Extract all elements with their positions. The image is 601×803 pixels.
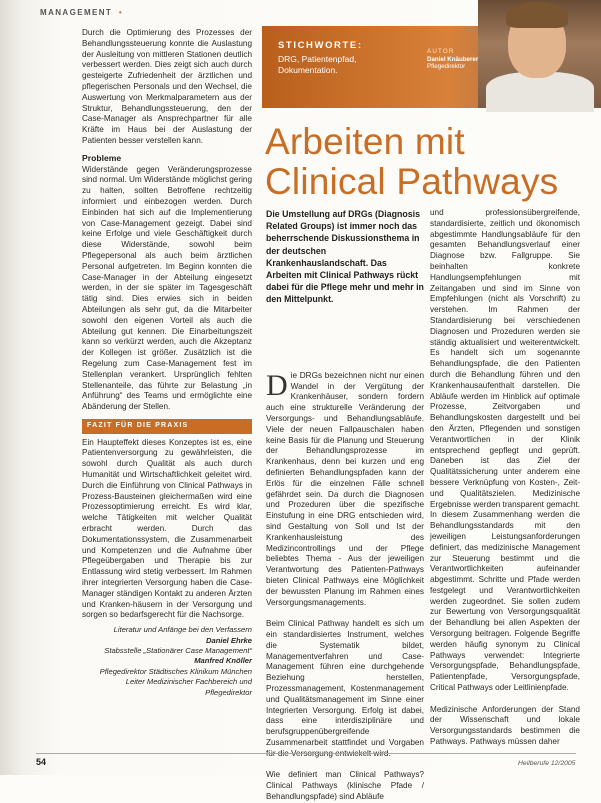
author-box bbox=[427, 48, 487, 71]
page-number: 54 bbox=[36, 757, 47, 767]
section-dot: • bbox=[118, 8, 124, 17]
left-column bbox=[82, 28, 252, 698]
author2-name: Manfred Knöller bbox=[194, 656, 252, 666]
keywords-label: STICHWORTE: bbox=[278, 40, 363, 51]
title-line-2: Clinical Pathways bbox=[265, 161, 559, 202]
author-portrait bbox=[478, 0, 601, 108]
keywords-text: DRG, Patientenpfad, Dokumentation. bbox=[278, 54, 357, 75]
article-title bbox=[265, 122, 558, 202]
portrait-shirt bbox=[486, 72, 594, 112]
author3-role: Leiter Medizinischer Fachbereich und Pflegedirektor bbox=[125, 677, 252, 697]
middle-column bbox=[266, 360, 424, 801]
title-line-1: Arbeiten mit bbox=[265, 121, 465, 162]
left-intro-text: Durch die Optimierung des Prozesses der Behandlungssteuerung konnte die Auslastung der Ausleitung von mittleren Stationen deutlich verbessert werden. Dies zeigt sich auch durch gesteigerte Zufriedenheit der ärztlichen und pflegerischen Personals und den Wechsel, die Auswertung von Merkmalparametern aus der Struktur, Behandlungssteuerung, den der Case-Manager als Ansprechpartner für alle Kräfte im Haus bei der Auslastung der Patienten besser verstellen kann. bbox=[82, 28, 252, 145]
author-box-name: Daniel Knäuberer bbox=[427, 55, 479, 63]
section-label: MANAGEMENT bbox=[40, 8, 113, 17]
fazit-text: Ein Haupteffekt dieses Konzeptes ist es, eine Patientenversorgung zu gewährleisten, die sowohl durch Qualität als auch durch Humanität und Wirtschaftlichkeit geleitet wird. Durch die Einführung von Clinical Pathways in Prozess-Bausteinen gleichermaßen wird eine Prozessoptimierung erreicht. Es wird klar, welche Tätigkeiten mit welcher Qualität erbracht werden. Durch das Dokumentationssystem, die Zusammenarbeit und Kompetenzen und die Aufnahme über Pflegeübergaben und Therapie bis zur Entlassung wird stetig verbessert. Im Rahmen ihrer integrierten Versorgung haben die Case-Manager ständigen Kontakt zu anderen Ärzten und Kranken-häusern in der Versorgung und sorgen so bedarfsgerecht für die Nachsorge. bbox=[82, 437, 252, 620]
author1-name: Daniel Ehrke bbox=[205, 635, 252, 645]
problems-text: Widerstände gegen Veränderungsprozesse sind normal. Um Widerstände möglichst gering zu halten, sollten Betroffene rechtzeitig informiert und einbezogen werden. Durch Einbinden hat sich auf die Implementierung von Case-Management gezeigt. Dabei sind keine Erfolge und viele Geschäftigkeit durch diese Widerstände, sowohl beim Pflegepersonal als auch beim ärztlichen Personal aufgetreten. Im Beginn konnten die Case-Manager in der Abteilung eingesetzt werden, in der sie später im Tagesgeschäft tätig sind. Dies erwies sich in beiden Abteilungen als sehr gut, da die Mitarbeiter sowohl den eigenen Vorteil als auch die Abteilung gut kennen. Die Einarbeitungszeit kann so verkürzt werden, auch die Akzeptanz der Kollegen ist größer. Zusätzlich ist die Regelung zum Case-Management fest im Stellenplan verankert. Ursprünglich fehlten Stellenanteile, das führte zur Belastung „in Anführung“ des Teams und ermöglichte eine Abänderung der Stellen. bbox=[82, 164, 252, 412]
article-lead: Die Umstellung auf DRGs (Diagnosis Related Groups) ist immer noch das beherrschende Diskussionsthema in der deutschen Krankenhauslandschaft. Das Arbeiten mit Clinical Pathways rückt dabei für die Pflege mehr und mehr in den Mittelpunkt. bbox=[266, 209, 424, 305]
portrait-hair bbox=[506, 2, 568, 28]
fazit-box-heading: FAZIT FÜR DIE PRAXIS bbox=[82, 419, 252, 434]
author2-role: Pflegedirektor Städtisches Klinikum München bbox=[99, 666, 252, 676]
author-credits bbox=[82, 625, 252, 698]
footer-rule bbox=[36, 753, 576, 754]
middle-body-text: ie DRGs bezeichnen nicht nur einen Wandel in der Vergütung der Krankenhäuser, sondern fordern auch eine strukturelle Veränderung der Versorgungs- und Behandlungsabläufe. Viele der neuen Fallpauschalen haben keine Basis für die Planung und Steuerung der Behandlungsprozesse im Krankenhaus, denn bei kurzen und eng definierten Behandlungspfaden kann der Erlös für die einzelnen Fälle schnell gefährdet sein. Da durch die Diagnosen und Prozeduren über die spezifische Einstufung in eine DRG entschieden wird, sind Gestaltung von Soll und Ist der Krankenhausleistung des Medizincontrollings und der Pflege beliebtes Thema - Aus der jeweiligen Verantwortung des Patienten-Pathways bieten Clinical Pathways eine Möglichkeit der bewussten Planung im Rahmen eines Versorgungsmanagements. Beim Clinical Pathway handelt es sich um ein standardisiertes Instrument, welches die Systematik bildet, Managementverfahren und Case-Management führen eine durchgehende Beziehung herstellen, Prozessmanagement, Kostenmanagement und Qualitätsmanagement im Sinne einer Integrierten Versorgung. Erfolg ist dabei, dass eine interdisziplinäre und berufsgruppenübergreifende Zusammenarbeit stattfindet und Vorgaben Wie definiert man Clinical Pathways? Clinical Pathways (klinische Pfade / Behandlungspfade) sind Abläufe bbox=[266, 370, 424, 801]
section-header bbox=[40, 8, 123, 17]
literature-note: Literatur und Anfänge bei den Verfassern bbox=[113, 625, 252, 635]
magazine-issue: Heilberufe 12/2005 bbox=[518, 760, 576, 767]
right-column: und professionsübergreifende, standardisierte, zeitlich und ökonomisch abgestimmte Handlungsabläufe für den gesamten Behandlungsverlauf einer Diagnose bzw. Fallgruppe. Sie beinhalten konkrete Handlungsempfehlungen mit Zeitangaben und sind im Sinne von Empfehlungen (nicht als Vorschrift) zu verstehen. Im Rahmen der Standardisierung bei verschiedenen Diagnosen und Prozeduren werden sie ständig aktualisiert und weiterentwickelt. Es handelt sich um sogenannte Behandlungspfade, die den Patienten durch die Behandlung führen und den Krankenhausaufenthalt darstellen. Die Abläufe werden im Hinblick auf optimale Prozesse, Zeitvorgaben und Behandlungskosten dargestellt und bei den Ärzten, Pflegenden und sonstigen Verantwortlichen in der Klinik entsprechend gepflegt und geprüft. Daneben ist das Ziel der Qualitätssicherung unter anderem eine bessere Verknüpfung von Kosten-, Zeit- und Qualitätszielen. Medizinische Ergebnisse werden transparent gemacht. In diesem Zusammenhang werden die Behandlungsstandards mit den jeweiligen Leistungsanforderungen definiert, das medizinische Management zur Steuerung bestimmt und die Verantwortlichkeiten aufeinander abgestimmt. Schritte und Pfade werden festgelegt und Verantwortlichkeiten werden zugeordnet. Sie sollen zudem zur Bewertung von Versorgungsqualität der Behandlung bei allen Aspekten der Versorgung beitragen. Folgende Begriffe werden häufig synonym zu Clinical Pathways verwendet: Integrierte Versorgungspfade, Behandlungspfade, Patientenpfade, Versorgungspfade, Critical Pathways oder Leitlinienpfade. Medizinische Anforderungen der Stand der Wissenschaft und lokale Versorgungsstandards bestimmen die Pathways. Pathways müssen daher bbox=[430, 208, 580, 747]
problems-heading: Probleme bbox=[82, 152, 122, 163]
author-box-role: Pflegedirektor bbox=[427, 63, 466, 71]
drop-cap: D bbox=[266, 368, 288, 402]
author1-role: Stabsstelle „Stationärer Case Management“ bbox=[104, 646, 252, 656]
author-box-label: AUTOR bbox=[427, 48, 455, 55]
